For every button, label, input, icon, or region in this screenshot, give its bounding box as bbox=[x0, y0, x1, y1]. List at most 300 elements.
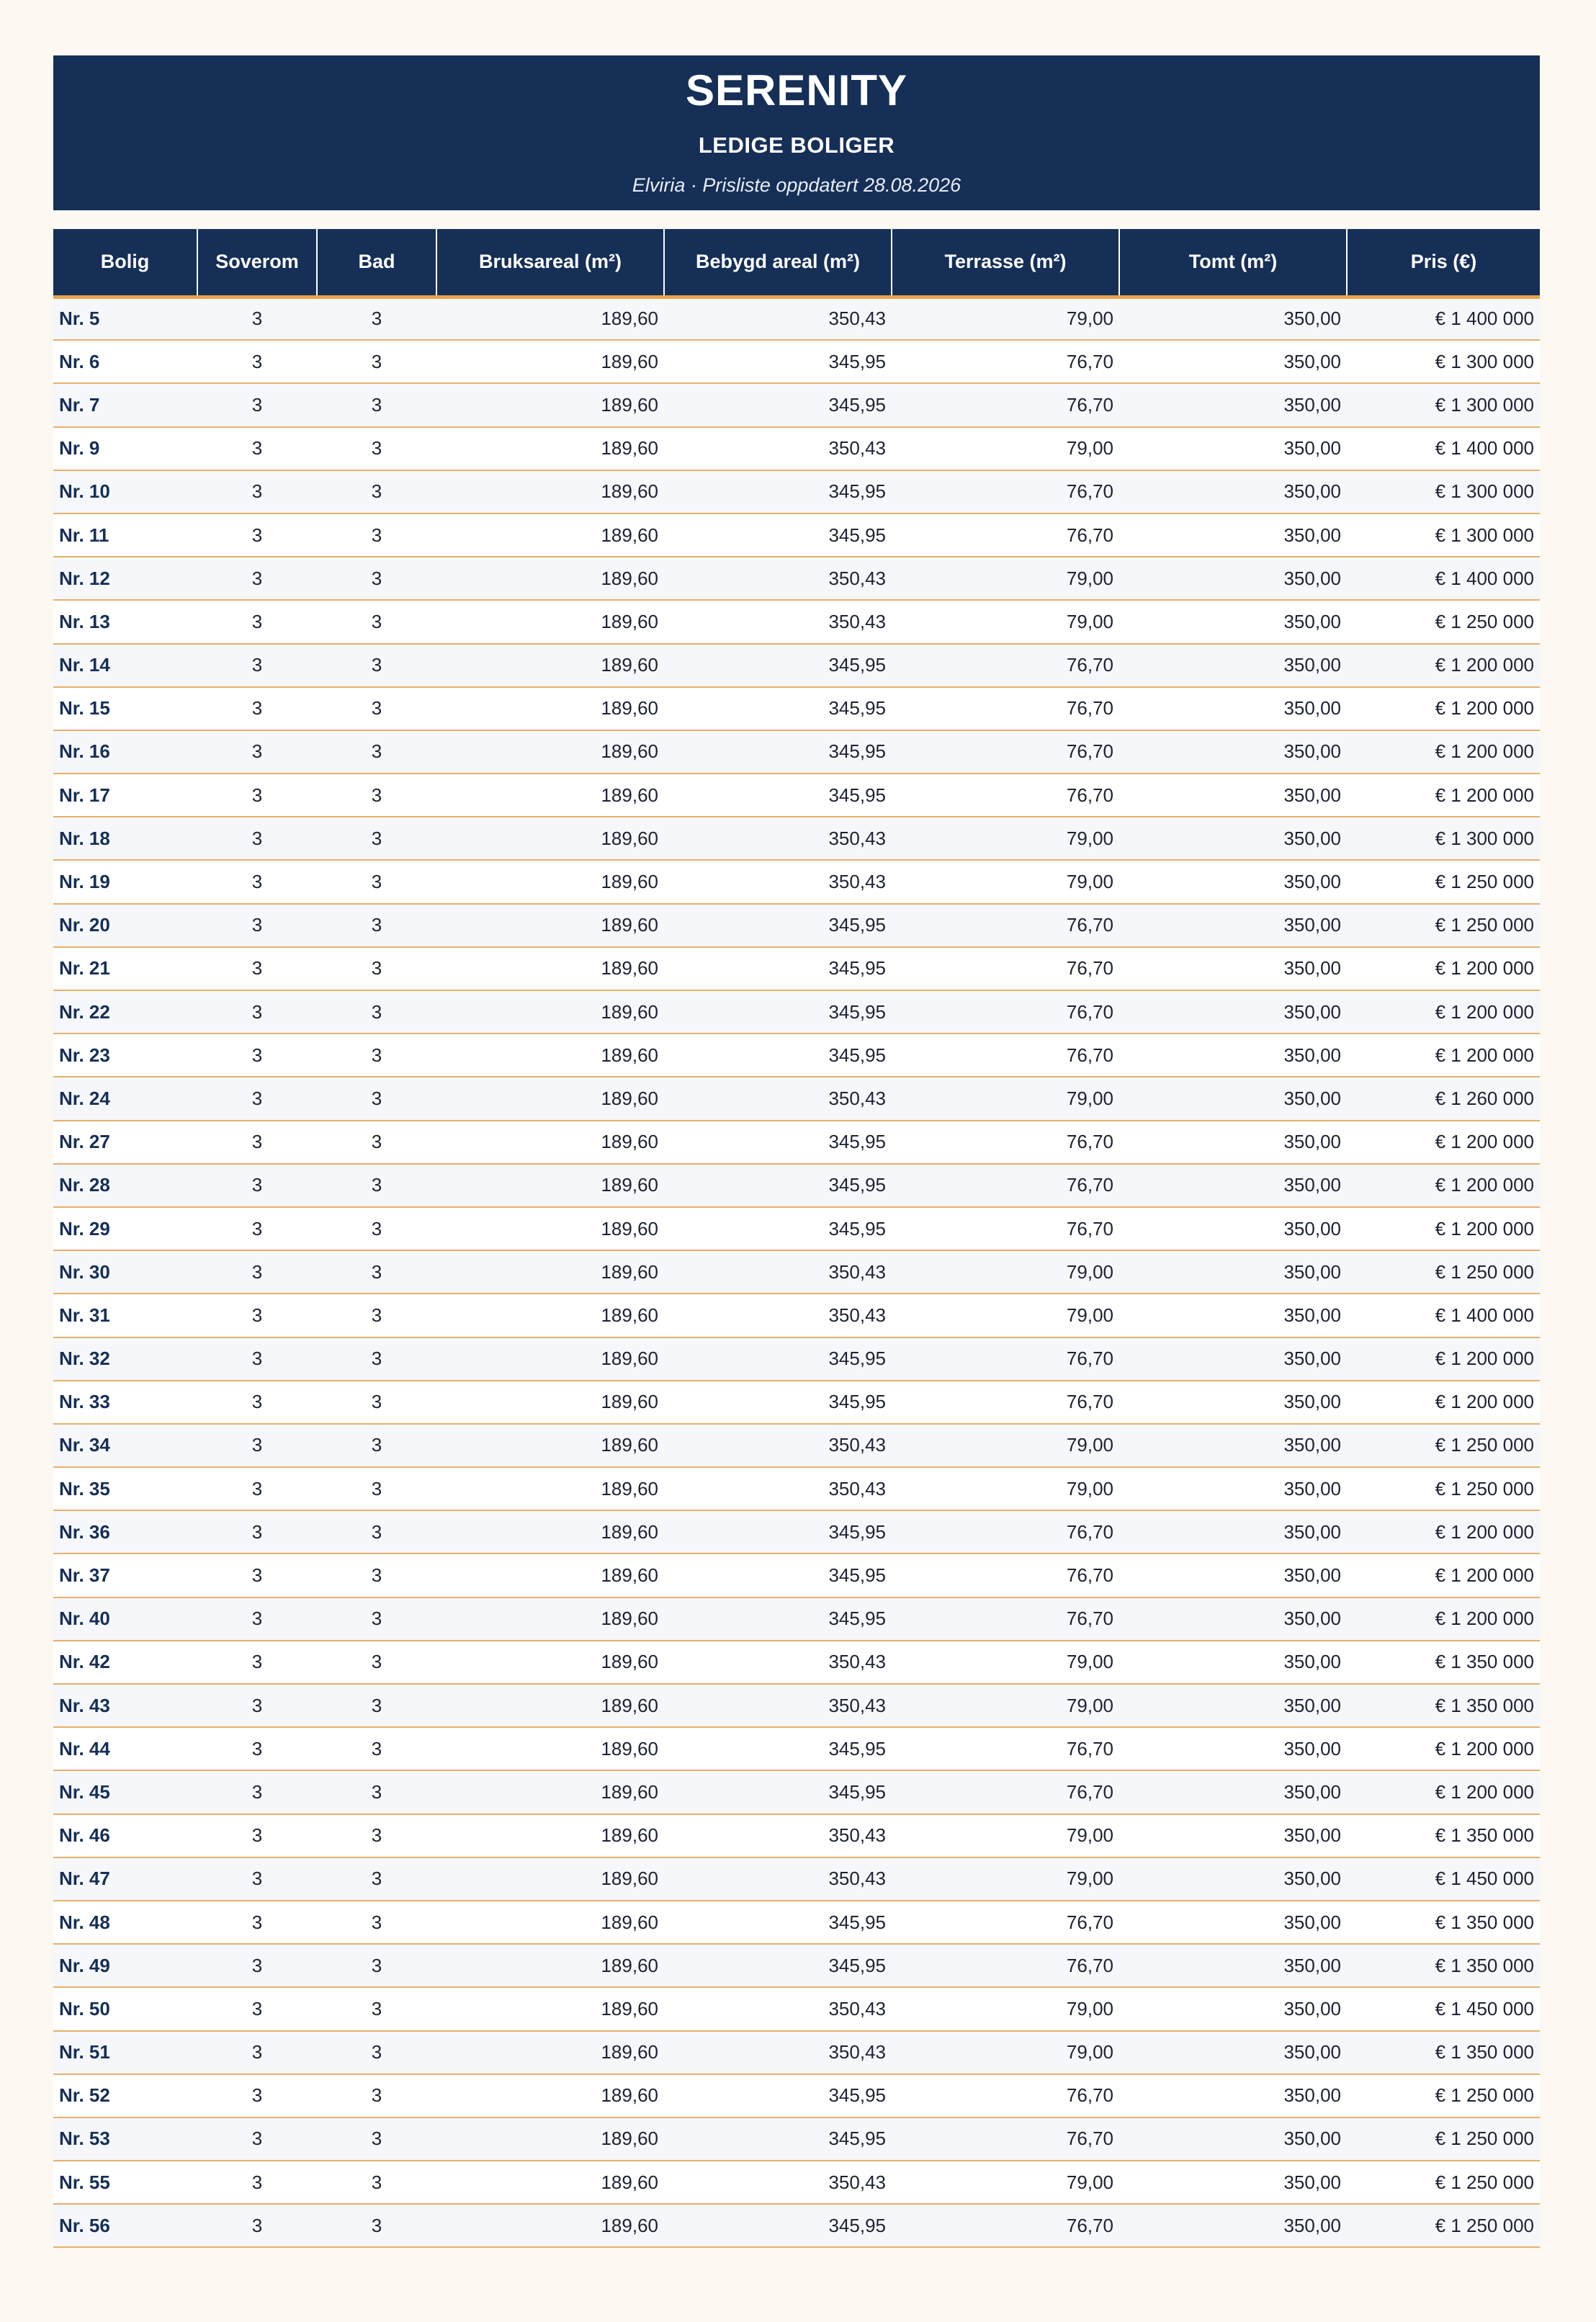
tomt-cell: 350,00 bbox=[1119, 1684, 1347, 1727]
bebygd-areal-cell: 350,43 bbox=[664, 600, 892, 643]
tomt-cell: 350,00 bbox=[1119, 1554, 1347, 1597]
soverom-cell: 3 bbox=[197, 1077, 317, 1120]
soverom-cell: 3 bbox=[197, 557, 317, 600]
terrasse-cell: 76,70 bbox=[892, 2074, 1119, 2117]
tomt-cell: 350,00 bbox=[1119, 2204, 1347, 2247]
bad-cell: 3 bbox=[317, 1034, 436, 1077]
soverom-cell: 3 bbox=[197, 2117, 317, 2161]
pris-cell: € 1 350 000 bbox=[1347, 1944, 1540, 1987]
bad-cell: 3 bbox=[317, 1684, 436, 1727]
tomt-cell: 350,00 bbox=[1119, 774, 1347, 817]
bad-cell: 3 bbox=[317, 340, 436, 383]
bad-cell: 3 bbox=[317, 817, 436, 860]
bruksareal-cell: 189,60 bbox=[436, 2161, 664, 2204]
bruksareal-cell: 189,60 bbox=[436, 2074, 664, 2117]
bad-cell: 3 bbox=[317, 1467, 436, 1510]
bebygd-areal-cell: 345,95 bbox=[664, 1597, 892, 1641]
terrasse-cell: 76,70 bbox=[892, 1770, 1119, 1814]
soverom-cell: 3 bbox=[197, 514, 317, 557]
bruksareal-cell: 189,60 bbox=[436, 1207, 664, 1250]
soverom-cell: 3 bbox=[197, 817, 317, 860]
bad-cell: 3 bbox=[317, 774, 436, 817]
bebygd-areal-cell: 350,43 bbox=[664, 557, 892, 600]
bad-cell: 3 bbox=[317, 297, 436, 340]
bad-cell: 3 bbox=[317, 1294, 436, 1337]
bruksareal-cell: 189,60 bbox=[436, 1554, 664, 1597]
bebygd-areal-cell: 350,43 bbox=[664, 2031, 892, 2074]
bruksareal-cell: 189,60 bbox=[436, 1727, 664, 1770]
bebygd-areal-cell: 345,95 bbox=[664, 1164, 892, 1207]
bruksareal-cell: 189,60 bbox=[436, 990, 664, 1034]
bad-cell: 3 bbox=[317, 1770, 436, 1814]
bolig-cell: Nr. 32 bbox=[53, 1337, 197, 1381]
bruksareal-cell: 189,60 bbox=[436, 1294, 664, 1337]
bad-cell: 3 bbox=[317, 600, 436, 643]
terrasse-cell: 76,70 bbox=[892, 2117, 1119, 2161]
terrasse-cell: 76,70 bbox=[892, 1727, 1119, 1770]
bebygd-areal-cell: 350,43 bbox=[664, 817, 892, 860]
bruksareal-cell: 189,60 bbox=[436, 557, 664, 600]
terrasse-cell: 76,70 bbox=[892, 1207, 1119, 1250]
bruksareal-cell: 189,60 bbox=[436, 1987, 664, 2030]
tomt-cell: 350,00 bbox=[1119, 2074, 1347, 2117]
tomt-cell: 350,00 bbox=[1119, 1814, 1347, 1857]
bad-cell: 3 bbox=[317, 2161, 436, 2204]
pris-cell: € 1 200 000 bbox=[1347, 644, 1540, 687]
tomt-cell: 350,00 bbox=[1119, 730, 1347, 774]
bebygd-areal-cell: 345,95 bbox=[664, 1770, 892, 1814]
bolig-cell: Nr. 14 bbox=[53, 644, 197, 687]
bebygd-areal-cell: 345,95 bbox=[664, 340, 892, 383]
terrasse-cell: 79,00 bbox=[892, 1684, 1119, 1727]
table-row bbox=[53, 2161, 1540, 2204]
bebygd-areal-cell: 350,43 bbox=[664, 860, 892, 903]
terrasse-cell: 79,00 bbox=[892, 1857, 1119, 1901]
bruksareal-cell: 189,60 bbox=[436, 860, 664, 903]
bad-cell: 3 bbox=[317, 1814, 436, 1857]
bebygd-areal-cell: 345,95 bbox=[664, 1554, 892, 1597]
soverom-cell: 3 bbox=[197, 1944, 317, 1987]
terrasse-cell: 76,70 bbox=[892, 470, 1119, 514]
terrasse-cell: 76,70 bbox=[892, 1944, 1119, 1987]
terrasse-cell: 76,70 bbox=[892, 1034, 1119, 1077]
pris-cell: € 1 250 000 bbox=[1347, 600, 1540, 643]
bad-cell: 3 bbox=[317, 2117, 436, 2161]
table-row bbox=[53, 1727, 1540, 1770]
page-meta: Elviria · Prisliste oppdatert 28.08.2026 bbox=[632, 174, 961, 196]
table-row bbox=[53, 1034, 1540, 1077]
tomt-cell: 350,00 bbox=[1119, 514, 1347, 557]
bruksareal-cell: 189,60 bbox=[436, 1337, 664, 1381]
bolig-cell: Nr. 44 bbox=[53, 1727, 197, 1770]
tomt-cell: 350,00 bbox=[1119, 340, 1347, 383]
bebygd-areal-cell: 345,95 bbox=[664, 774, 892, 817]
table-row bbox=[53, 1424, 1540, 1467]
column-header-soverom: Soverom bbox=[197, 229, 317, 297]
bad-cell: 3 bbox=[317, 1641, 436, 1684]
pris-cell: € 1 250 000 bbox=[1347, 2161, 1540, 2204]
soverom-cell: 3 bbox=[197, 1207, 317, 1250]
pris-cell: € 1 200 000 bbox=[1347, 730, 1540, 774]
table-row bbox=[53, 2031, 1540, 2074]
terrasse-cell: 76,70 bbox=[892, 1554, 1119, 1597]
column-header-tomt: Tomt (m²) bbox=[1119, 229, 1347, 297]
bebygd-areal-cell: 350,43 bbox=[664, 1250, 892, 1294]
terrasse-cell: 76,70 bbox=[892, 383, 1119, 426]
terrasse-cell: 79,00 bbox=[892, 1077, 1119, 1120]
pris-cell: € 1 200 000 bbox=[1347, 1597, 1540, 1641]
column-header-pris: Pris (€) bbox=[1347, 229, 1540, 297]
bad-cell: 3 bbox=[317, 730, 436, 774]
bolig-cell: Nr. 46 bbox=[53, 1814, 197, 1857]
table-row bbox=[53, 1510, 1540, 1554]
page-header bbox=[53, 55, 1540, 210]
bolig-cell: Nr. 11 bbox=[53, 514, 197, 557]
bad-cell: 3 bbox=[317, 470, 436, 514]
bruksareal-cell: 189,60 bbox=[436, 1034, 664, 1077]
table-row bbox=[53, 1381, 1540, 1424]
soverom-cell: 3 bbox=[197, 1424, 317, 1467]
soverom-cell: 3 bbox=[197, 1727, 317, 1770]
bolig-cell: Nr. 52 bbox=[53, 2074, 197, 2117]
bebygd-areal-cell: 350,43 bbox=[664, 1467, 892, 1510]
tomt-cell: 350,00 bbox=[1119, 1207, 1347, 1250]
table-row bbox=[53, 817, 1540, 860]
bad-cell: 3 bbox=[317, 427, 436, 470]
bruksareal-cell: 189,60 bbox=[436, 2204, 664, 2247]
bebygd-areal-cell: 350,43 bbox=[664, 1424, 892, 1467]
bruksareal-cell: 189,60 bbox=[436, 600, 664, 643]
table-row bbox=[53, 1597, 1540, 1641]
bebygd-areal-cell: 345,95 bbox=[664, 1121, 892, 1164]
bad-cell: 3 bbox=[317, 1987, 436, 2030]
pris-cell: € 1 250 000 bbox=[1347, 1467, 1540, 1510]
bad-cell: 3 bbox=[317, 687, 436, 730]
bruksareal-cell: 189,60 bbox=[436, 1641, 664, 1684]
page-subtitle: LEDIGE BOLIGER bbox=[698, 133, 895, 158]
bolig-cell: Nr. 31 bbox=[53, 1294, 197, 1337]
bebygd-areal-cell: 345,95 bbox=[664, 730, 892, 774]
bruksareal-cell: 189,60 bbox=[436, 730, 664, 774]
soverom-cell: 3 bbox=[197, 730, 317, 774]
pris-cell: € 1 200 000 bbox=[1347, 1034, 1540, 1077]
bebygd-areal-cell: 350,43 bbox=[664, 1641, 892, 1684]
table-row bbox=[53, 297, 1540, 340]
bolig-cell: Nr. 18 bbox=[53, 817, 197, 860]
table-row bbox=[53, 1901, 1540, 1944]
terrasse-cell: 76,70 bbox=[892, 730, 1119, 774]
soverom-cell: 3 bbox=[197, 904, 317, 947]
terrasse-cell: 76,70 bbox=[892, 2204, 1119, 2247]
tomt-cell: 350,00 bbox=[1119, 1034, 1347, 1077]
table-row bbox=[53, 1121, 1540, 1164]
soverom-cell: 3 bbox=[197, 1467, 317, 1510]
soverom-cell: 3 bbox=[197, 1294, 317, 1337]
soverom-cell: 3 bbox=[197, 644, 317, 687]
tomt-cell: 350,00 bbox=[1119, 1901, 1347, 1944]
soverom-cell: 3 bbox=[197, 774, 317, 817]
table-row bbox=[53, 2117, 1540, 2161]
bebygd-areal-cell: 350,43 bbox=[664, 1684, 892, 1727]
tomt-cell: 350,00 bbox=[1119, 904, 1347, 947]
bruksareal-cell: 189,60 bbox=[436, 2117, 664, 2161]
tomt-cell: 350,00 bbox=[1119, 644, 1347, 687]
terrasse-cell: 76,70 bbox=[892, 1597, 1119, 1641]
terrasse-cell: 76,70 bbox=[892, 774, 1119, 817]
soverom-cell: 3 bbox=[197, 1857, 317, 1901]
bad-cell: 3 bbox=[317, 644, 436, 687]
table-row bbox=[53, 1770, 1540, 1814]
table-row bbox=[53, 644, 1540, 687]
bebygd-areal-cell: 345,95 bbox=[664, 470, 892, 514]
tomt-cell: 350,00 bbox=[1119, 687, 1347, 730]
bruksareal-cell: 189,60 bbox=[436, 1770, 664, 1814]
bebygd-areal-cell: 345,95 bbox=[664, 1381, 892, 1424]
table-row bbox=[53, 600, 1540, 643]
terrasse-cell: 76,70 bbox=[892, 990, 1119, 1034]
page-title: SERENITY bbox=[685, 66, 908, 115]
bad-cell: 3 bbox=[317, 383, 436, 426]
bolig-cell: Nr. 12 bbox=[53, 557, 197, 600]
bad-cell: 3 bbox=[317, 2074, 436, 2117]
terrasse-cell: 76,70 bbox=[892, 514, 1119, 557]
terrasse-cell: 76,70 bbox=[892, 1510, 1119, 1554]
bad-cell: 3 bbox=[317, 1944, 436, 1987]
bruksareal-cell: 189,60 bbox=[436, 514, 664, 557]
soverom-cell: 3 bbox=[197, 1901, 317, 1944]
bolig-cell: Nr. 13 bbox=[53, 600, 197, 643]
bad-cell: 3 bbox=[317, 2031, 436, 2074]
soverom-cell: 3 bbox=[197, 2204, 317, 2247]
pris-cell: € 1 350 000 bbox=[1347, 1641, 1540, 1684]
terrasse-cell: 79,00 bbox=[892, 1250, 1119, 1294]
pris-cell: € 1 250 000 bbox=[1347, 904, 1540, 947]
bad-cell: 3 bbox=[317, 1727, 436, 1770]
bolig-cell: Nr. 22 bbox=[53, 990, 197, 1034]
table-row bbox=[53, 1857, 1540, 1901]
table-row bbox=[53, 687, 1540, 730]
terrasse-cell: 76,70 bbox=[892, 1337, 1119, 1381]
bad-cell: 3 bbox=[317, 1597, 436, 1641]
tomt-cell: 350,00 bbox=[1119, 2161, 1347, 2204]
terrasse-cell: 76,70 bbox=[892, 1164, 1119, 1207]
bebygd-areal-cell: 350,43 bbox=[664, 297, 892, 340]
terrasse-cell: 79,00 bbox=[892, 1294, 1119, 1337]
bad-cell: 3 bbox=[317, 1337, 436, 1381]
table-row bbox=[53, 2074, 1540, 2117]
table-row bbox=[53, 1987, 1540, 2030]
bad-cell: 3 bbox=[317, 990, 436, 1034]
tomt-cell: 350,00 bbox=[1119, 1987, 1347, 2030]
bebygd-areal-cell: 345,95 bbox=[664, 1510, 892, 1554]
bruksareal-cell: 189,60 bbox=[436, 1250, 664, 1294]
tomt-cell: 350,00 bbox=[1119, 600, 1347, 643]
tomt-cell: 350,00 bbox=[1119, 947, 1347, 990]
tomt-cell: 350,00 bbox=[1119, 1727, 1347, 1770]
bebygd-areal-cell: 345,95 bbox=[664, 990, 892, 1034]
terrasse-cell: 76,70 bbox=[892, 644, 1119, 687]
bebygd-areal-cell: 345,95 bbox=[664, 687, 892, 730]
terrasse-cell: 79,00 bbox=[892, 817, 1119, 860]
bebygd-areal-cell: 345,95 bbox=[664, 1337, 892, 1381]
terrasse-cell: 79,00 bbox=[892, 1424, 1119, 1467]
table-row bbox=[53, 1641, 1540, 1684]
table-row bbox=[53, 557, 1540, 600]
soverom-cell: 3 bbox=[197, 1987, 317, 2030]
table-row bbox=[53, 514, 1540, 557]
table-row bbox=[53, 470, 1540, 514]
pris-cell: € 1 300 000 bbox=[1347, 470, 1540, 514]
bruksareal-cell: 189,60 bbox=[436, 1424, 664, 1467]
pris-cell: € 1 400 000 bbox=[1347, 427, 1540, 470]
pris-cell: € 1 200 000 bbox=[1347, 1727, 1540, 1770]
terrasse-cell: 79,00 bbox=[892, 860, 1119, 903]
tomt-cell: 350,00 bbox=[1119, 1857, 1347, 1901]
bolig-cell: Nr. 43 bbox=[53, 1684, 197, 1727]
pris-cell: € 1 200 000 bbox=[1347, 1554, 1540, 1597]
soverom-cell: 3 bbox=[197, 1641, 317, 1684]
tomt-cell: 350,00 bbox=[1119, 297, 1347, 340]
bebygd-areal-cell: 345,95 bbox=[664, 383, 892, 426]
terrasse-cell: 76,70 bbox=[892, 687, 1119, 730]
bolig-cell: Nr. 33 bbox=[53, 1381, 197, 1424]
bolig-cell: Nr. 23 bbox=[53, 1034, 197, 1077]
terrasse-cell: 79,00 bbox=[892, 2031, 1119, 2074]
pris-cell: € 1 250 000 bbox=[1347, 1250, 1540, 1294]
table-row bbox=[53, 340, 1540, 383]
pris-cell: € 1 200 000 bbox=[1347, 1770, 1540, 1814]
table-body bbox=[53, 297, 1540, 2247]
bruksareal-cell: 189,60 bbox=[436, 383, 664, 426]
column-header-bad: Bad bbox=[317, 229, 436, 297]
bolig-cell: Nr. 24 bbox=[53, 1077, 197, 1120]
terrasse-cell: 79,00 bbox=[892, 1467, 1119, 1510]
bebygd-areal-cell: 345,95 bbox=[664, 514, 892, 557]
bolig-cell: Nr. 29 bbox=[53, 1207, 197, 1250]
table-row bbox=[53, 860, 1540, 903]
bruksareal-cell: 189,60 bbox=[436, 1684, 664, 1727]
bruksareal-cell: 189,60 bbox=[436, 1164, 664, 1207]
bolig-cell: Nr. 5 bbox=[53, 297, 197, 340]
soverom-cell: 3 bbox=[197, 1770, 317, 1814]
pris-cell: € 1 400 000 bbox=[1347, 297, 1540, 340]
soverom-cell: 3 bbox=[197, 1121, 317, 1164]
soverom-cell: 3 bbox=[197, 1684, 317, 1727]
pris-cell: € 1 200 000 bbox=[1347, 1164, 1540, 1207]
terrasse-cell: 76,70 bbox=[892, 1121, 1119, 1164]
pris-cell: € 1 350 000 bbox=[1347, 1684, 1540, 1727]
tomt-cell: 350,00 bbox=[1119, 2031, 1347, 2074]
soverom-cell: 3 bbox=[197, 1510, 317, 1554]
table-row bbox=[53, 427, 1540, 470]
bruksareal-cell: 189,60 bbox=[436, 470, 664, 514]
bebygd-areal-cell: 345,95 bbox=[664, 1034, 892, 1077]
bebygd-areal-cell: 345,95 bbox=[664, 2074, 892, 2117]
bolig-cell: Nr. 9 bbox=[53, 427, 197, 470]
soverom-cell: 3 bbox=[197, 2161, 317, 2204]
table-row bbox=[53, 1294, 1540, 1337]
tomt-cell: 350,00 bbox=[1119, 1597, 1347, 1641]
bad-cell: 3 bbox=[317, 1857, 436, 1901]
bruksareal-cell: 189,60 bbox=[436, 1467, 664, 1510]
bruksareal-cell: 189,60 bbox=[436, 427, 664, 470]
bolig-cell: Nr. 34 bbox=[53, 1424, 197, 1467]
table-row bbox=[53, 383, 1540, 426]
tomt-cell: 350,00 bbox=[1119, 1510, 1347, 1554]
bruksareal-cell: 189,60 bbox=[436, 1077, 664, 1120]
tomt-cell: 350,00 bbox=[1119, 1077, 1347, 1120]
bolig-cell: Nr. 20 bbox=[53, 904, 197, 947]
bolig-cell: Nr. 17 bbox=[53, 774, 197, 817]
bruksareal-cell: 189,60 bbox=[436, 1814, 664, 1857]
soverom-cell: 3 bbox=[197, 947, 317, 990]
bad-cell: 3 bbox=[317, 860, 436, 903]
pris-cell: € 1 400 000 bbox=[1347, 1294, 1540, 1337]
table-row bbox=[53, 947, 1540, 990]
soverom-cell: 3 bbox=[197, 383, 317, 426]
bolig-cell: Nr. 36 bbox=[53, 1510, 197, 1554]
bad-cell: 3 bbox=[317, 1381, 436, 1424]
terrasse-cell: 79,00 bbox=[892, 297, 1119, 340]
bolig-cell: Nr. 35 bbox=[53, 1467, 197, 1510]
bolig-cell: Nr. 28 bbox=[53, 1164, 197, 1207]
bad-cell: 3 bbox=[317, 2204, 436, 2247]
table-row bbox=[53, 774, 1540, 817]
bebygd-areal-cell: 345,95 bbox=[664, 1207, 892, 1250]
tomt-cell: 350,00 bbox=[1119, 1121, 1347, 1164]
bad-cell: 3 bbox=[317, 1424, 436, 1467]
table-row bbox=[53, 1250, 1540, 1294]
bolig-cell: Nr. 53 bbox=[53, 2117, 197, 2161]
table-row bbox=[53, 730, 1540, 774]
terrasse-cell: 79,00 bbox=[892, 427, 1119, 470]
bruksareal-cell: 189,60 bbox=[436, 1510, 664, 1554]
bolig-cell: Nr. 48 bbox=[53, 1901, 197, 1944]
bruksareal-cell: 189,60 bbox=[436, 1901, 664, 1944]
pris-cell: € 1 350 000 bbox=[1347, 1901, 1540, 1944]
soverom-cell: 3 bbox=[197, 687, 317, 730]
terrasse-cell: 76,70 bbox=[892, 340, 1119, 383]
pris-cell: € 1 200 000 bbox=[1347, 990, 1540, 1034]
soverom-cell: 3 bbox=[197, 1034, 317, 1077]
pris-cell: € 1 260 000 bbox=[1347, 1077, 1540, 1120]
bolig-cell: Nr. 15 bbox=[53, 687, 197, 730]
pris-cell: € 1 450 000 bbox=[1347, 1987, 1540, 2030]
soverom-cell: 3 bbox=[197, 297, 317, 340]
terrasse-cell: 79,00 bbox=[892, 2161, 1119, 2204]
pris-cell: € 1 350 000 bbox=[1347, 2031, 1540, 2074]
bebygd-areal-cell: 350,43 bbox=[664, 1857, 892, 1901]
bolig-cell: Nr. 40 bbox=[53, 1597, 197, 1641]
pris-cell: € 1 200 000 bbox=[1347, 1207, 1540, 1250]
terrasse-cell: 76,70 bbox=[892, 1381, 1119, 1424]
terrasse-cell: 79,00 bbox=[892, 600, 1119, 643]
tomt-cell: 350,00 bbox=[1119, 470, 1347, 514]
soverom-cell: 3 bbox=[197, 1164, 317, 1207]
column-header-bebygd-areal: Bebygd areal (m²) bbox=[664, 229, 892, 297]
bebygd-areal-cell: 345,95 bbox=[664, 904, 892, 947]
column-header-bolig: Bolig bbox=[53, 229, 197, 297]
bruksareal-cell: 189,60 bbox=[436, 817, 664, 860]
table-row bbox=[53, 990, 1540, 1034]
bruksareal-cell: 189,60 bbox=[436, 1597, 664, 1641]
bolig-cell: Nr. 51 bbox=[53, 2031, 197, 2074]
bolig-cell: Nr. 47 bbox=[53, 1857, 197, 1901]
tomt-cell: 350,00 bbox=[1119, 990, 1347, 1034]
tomt-cell: 350,00 bbox=[1119, 860, 1347, 903]
bad-cell: 3 bbox=[317, 557, 436, 600]
bad-cell: 3 bbox=[317, 947, 436, 990]
